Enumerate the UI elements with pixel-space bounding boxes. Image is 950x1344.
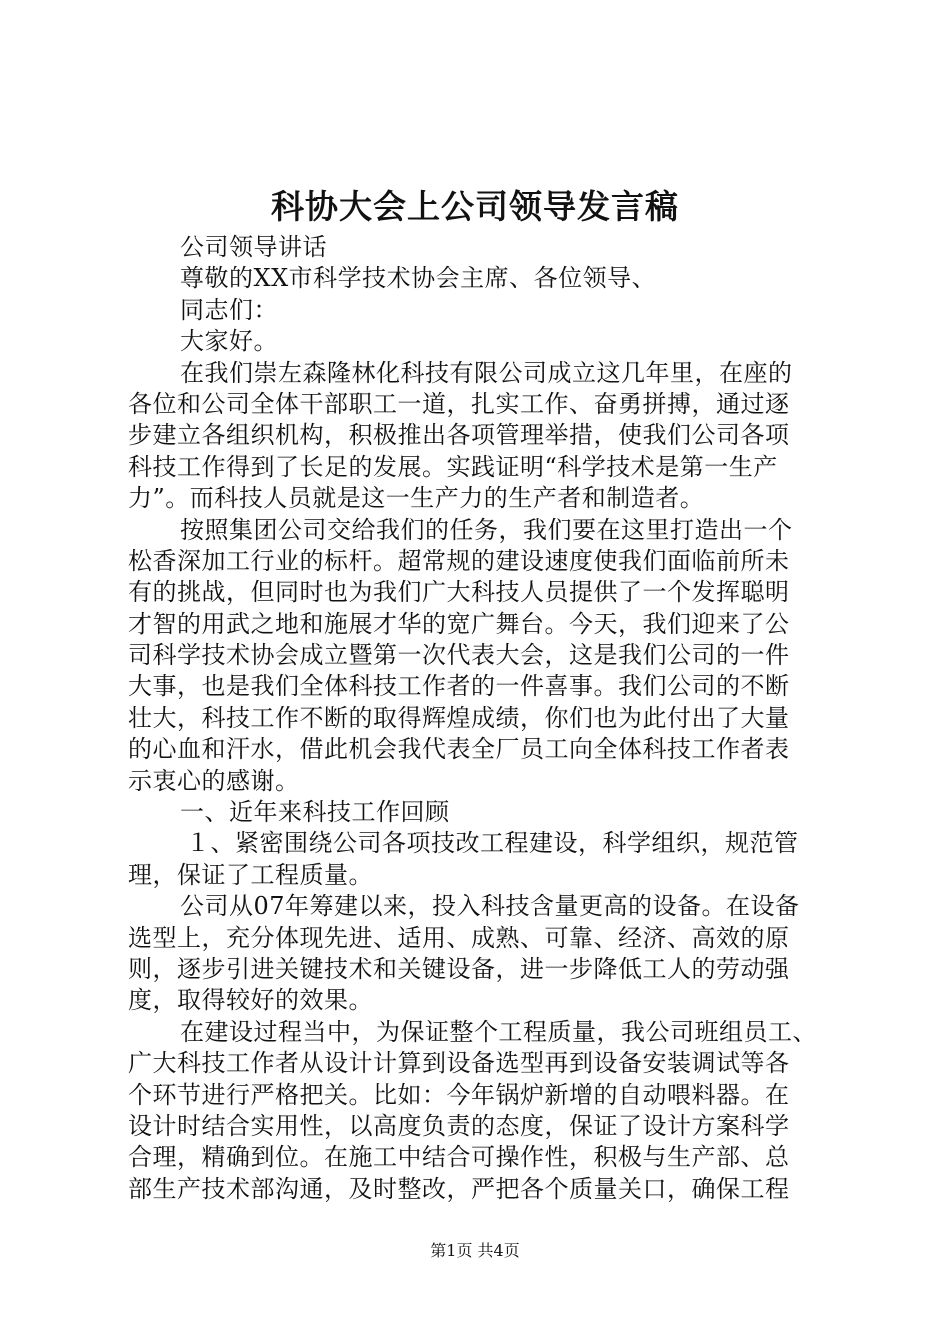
text-line: 公司从07年筹建以来，投入科技含量更高的设备。在设备 [180,892,800,921]
page-number-footer: 第1页 共4页 [430,1241,520,1260]
text-line: 科技工作得到了长足的发展。实践证明“科学技术是第一生产 [128,452,778,481]
text-line: 步建立各组织机构，积极推出各项管理举措，使我们公司各项 [128,421,790,450]
text-line: 的心血和汗水，借此机会我代表全厂员工向全体科技工作者表 [128,735,790,764]
text-line: １、紧密围绕公司各项技改工程建设，科学组织，规范管 [186,829,799,858]
text-line: 度，取得较好的效果。 [128,986,373,1015]
text-line: 尊敬的XX市科学技术协会主席、各位领导、 [180,264,657,293]
text-line: 同志们： [180,295,278,324]
text-line: 才智的用武之地和施展才华的宽广舞台。今天，我们迎来了公 [128,609,790,638]
text-line: 松香深加工行业的标杆。超常规的建设速度使我们面临前所未 [128,546,790,575]
text-line: 理，保证了工程质量。 [128,860,373,889]
section-heading: 一、近年来科技工作回顾 [180,798,450,827]
text-line: 设计时结合实用性，以高度负责的态度，保证了设计方案科学 [128,1111,790,1140]
text-line: 各位和公司全体干部职工一道，扎实工作、奋勇拼搏，通过逐 [128,389,790,418]
text-line: 选型上，充分体现先进、适用、成熟、可靠、经济、高效的原 [128,923,790,952]
text-line: 示衷心的感谢。 [128,766,300,795]
text-line: 在建设过程当中，为保证整个工程质量，我公司班组员工、 [180,1017,817,1046]
text-line: 力”。而科技人员就是这一生产力的生产者和制造者。 [128,484,705,513]
text-line: 则，逐步引进关键技术和关键设备，进一步降低工人的劳动强 [128,954,790,983]
text-line: 合理，精确到位。在施工中结合可操作性，积极与生产部、总 [128,1143,790,1172]
text-line: 在我们崇左森隆林化科技有限公司成立这几年里，在座的 [180,358,793,387]
document-body [128,232,828,1205]
text-line: 司科学技术协会成立暨第一次代表大会，这是我们公司的一件 [128,641,790,670]
text-line: 大家好。 [180,327,278,356]
document-title: 科协大会上公司领导发言稿 [271,187,679,226]
text-line: 壮大，科技工作不断的取得辉煌成绩，你们也为此付出了大量 [128,703,790,732]
text-line: 广大科技工作者从设计计算到设备选型再到设备安装调试等各 [128,1049,790,1078]
text-line: 部生产技术部沟通，及时整改，严把各个质量关口，确保工程 [128,1174,790,1203]
text-line: 按照集团公司交给我们的任务，我们要在这里打造出一个 [180,515,793,544]
text-line: 大事，也是我们全体科技工作者的一件喜事。我们公司的不断 [128,672,790,701]
text-line: 个环节进行严格把关。比如：今年锅炉新增的自动喂料器。在 [128,1080,790,1109]
text-line: 有的挑战，但同时也为我们广大科技人员提供了一个发挥聪明 [128,578,790,607]
text-line: 公司领导讲话 [180,233,327,261]
